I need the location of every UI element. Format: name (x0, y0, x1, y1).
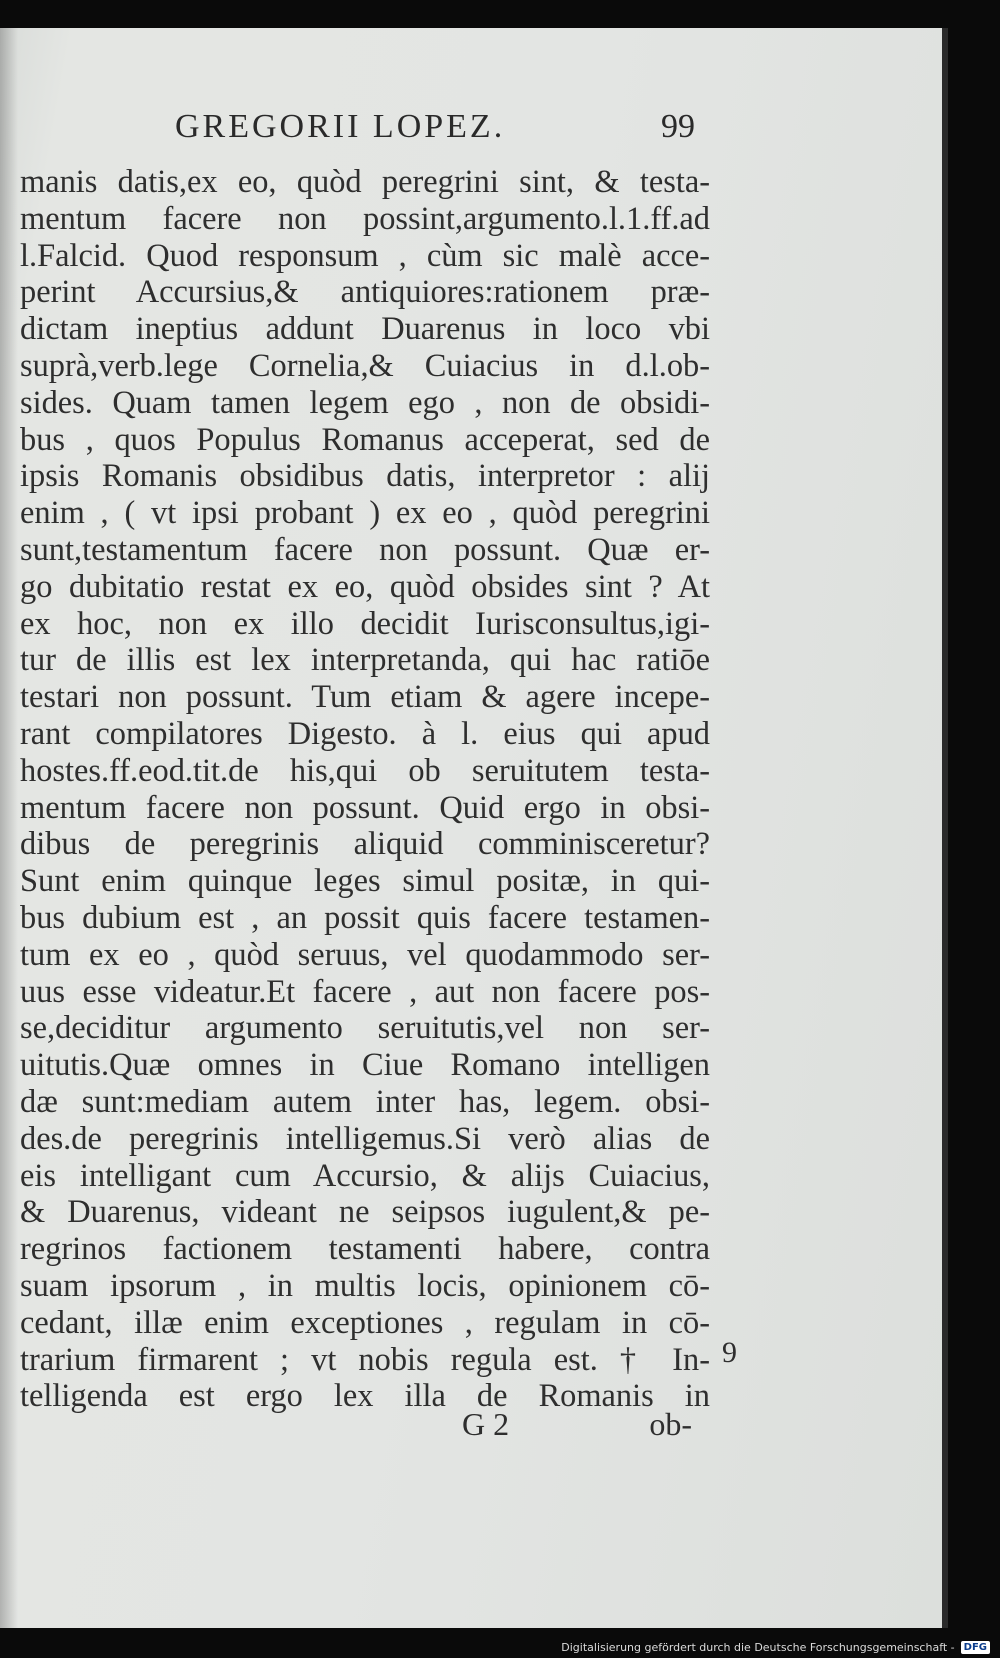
text-line: hostes.ff.eod.tit.de his,qui ob seruitutem testa- (20, 752, 710, 789)
text-line: ex hoc, non ex illo decidit Iurisconsultus,igi- (20, 605, 710, 642)
text-line: & Duarenus, videant ne seipsos iugulent,& pe- (20, 1194, 710, 1231)
dfg-logo: DFG (961, 1641, 990, 1654)
text-line: bus dubium est , an possit quis facere testamen- (20, 899, 710, 936)
text-line: manis datis,ex eo, quòd peregrini sint, & testa- (20, 164, 710, 200)
text-line: eis intelligant cum Accursio, & alijs Cuiacius, (20, 1157, 710, 1194)
signature-line (462, 1406, 692, 1443)
text-line: telligenda est ergo lex illa de Romanis in (20, 1378, 710, 1415)
text-line: uus esse videatur.Et facere , aut non facere pos- (20, 973, 710, 1010)
text-line: enim , ( vt ipsi probant ) ex eo , quòd peregrini (20, 495, 710, 532)
text-line: l.Falcid. Quod responsum , cùm sic malè acce- (20, 237, 710, 274)
text-line: testari non possunt. Tum etiam & agere incepe- (20, 679, 710, 716)
text-line: ipsis Romanis obsidibus datis, interpretor : alij (20, 458, 710, 495)
running-header (175, 108, 695, 146)
text-line: trarium firmarent ; vt nobis regula est. † In- (20, 1341, 710, 1378)
text-line: se,deciditur argumento seruitutis,vel non ser- (20, 1010, 710, 1047)
text-line: rant compilatores Digesto. à l. eius qui apud (20, 715, 710, 752)
digitization-footer (561, 1641, 990, 1654)
text-line: bus , quos Populus Romanus acceperat, sed de (20, 421, 710, 458)
text-line: mentum facere non possunt. Quid ergo in obsi- (20, 789, 710, 826)
funding-text: Digitalisierung gefördert durch die Deutsche Forschungsgemeinschaft - (561, 1641, 955, 1654)
text-line: uitutis.Quæ omnes in Ciue Romano intelligen (20, 1047, 710, 1084)
text-line: des.de peregrinis intelligemus.Si verò alias de (20, 1120, 710, 1157)
text-line: tur de illis est lex interpretanda, qui hac ratiōe (20, 642, 710, 679)
text-line: sunt,testamentum facere non possunt. Quæ er- (20, 531, 710, 568)
text-line: regrinos factionem testamenti habere, contra (20, 1231, 710, 1268)
body-text (20, 164, 710, 1415)
text-line: sides. Quam tamen legem ego , non de obsidi- (20, 384, 710, 421)
text-line: tum ex eo , quòd seruus, vel quodammodo ser- (20, 936, 710, 973)
text-line: suprà,verb.lege Cornelia,& Cuiacius in d.l.ob- (20, 347, 710, 384)
text-line: go dubitatio restat ex eo, quòd obsides sint ? At (20, 568, 710, 605)
text-line: dictam ineptius addunt Duarenus in loco vbi (20, 311, 710, 348)
text-line: Sunt enim quinque leges simul positæ, in qui- (20, 863, 710, 900)
text-line: mentum facere non possint,argumento.l.1.ff.ad (20, 200, 710, 237)
text-line: dibus de peregrinis aliquid comminisceretur? (20, 826, 710, 863)
text-line: cedant, illæ enim exceptiones , regulam in cō- (20, 1304, 710, 1341)
book-page (0, 28, 948, 1628)
text-line: perint Accursius,& antiquiores:rationem præ- (20, 274, 710, 311)
marginal-note: 9 (722, 1336, 737, 1369)
text-line: dæ sunt:mediam autem inter has, legem. obsi- (20, 1083, 710, 1120)
text-line: suam ipsorum , in multis locis, opinionem cō- (20, 1267, 710, 1304)
running-title: GREGORII LOPEZ. (175, 108, 506, 145)
page-number: 99 (661, 108, 695, 145)
signature-mark: G 2 (462, 1406, 510, 1442)
catchword: ob- (649, 1406, 692, 1442)
